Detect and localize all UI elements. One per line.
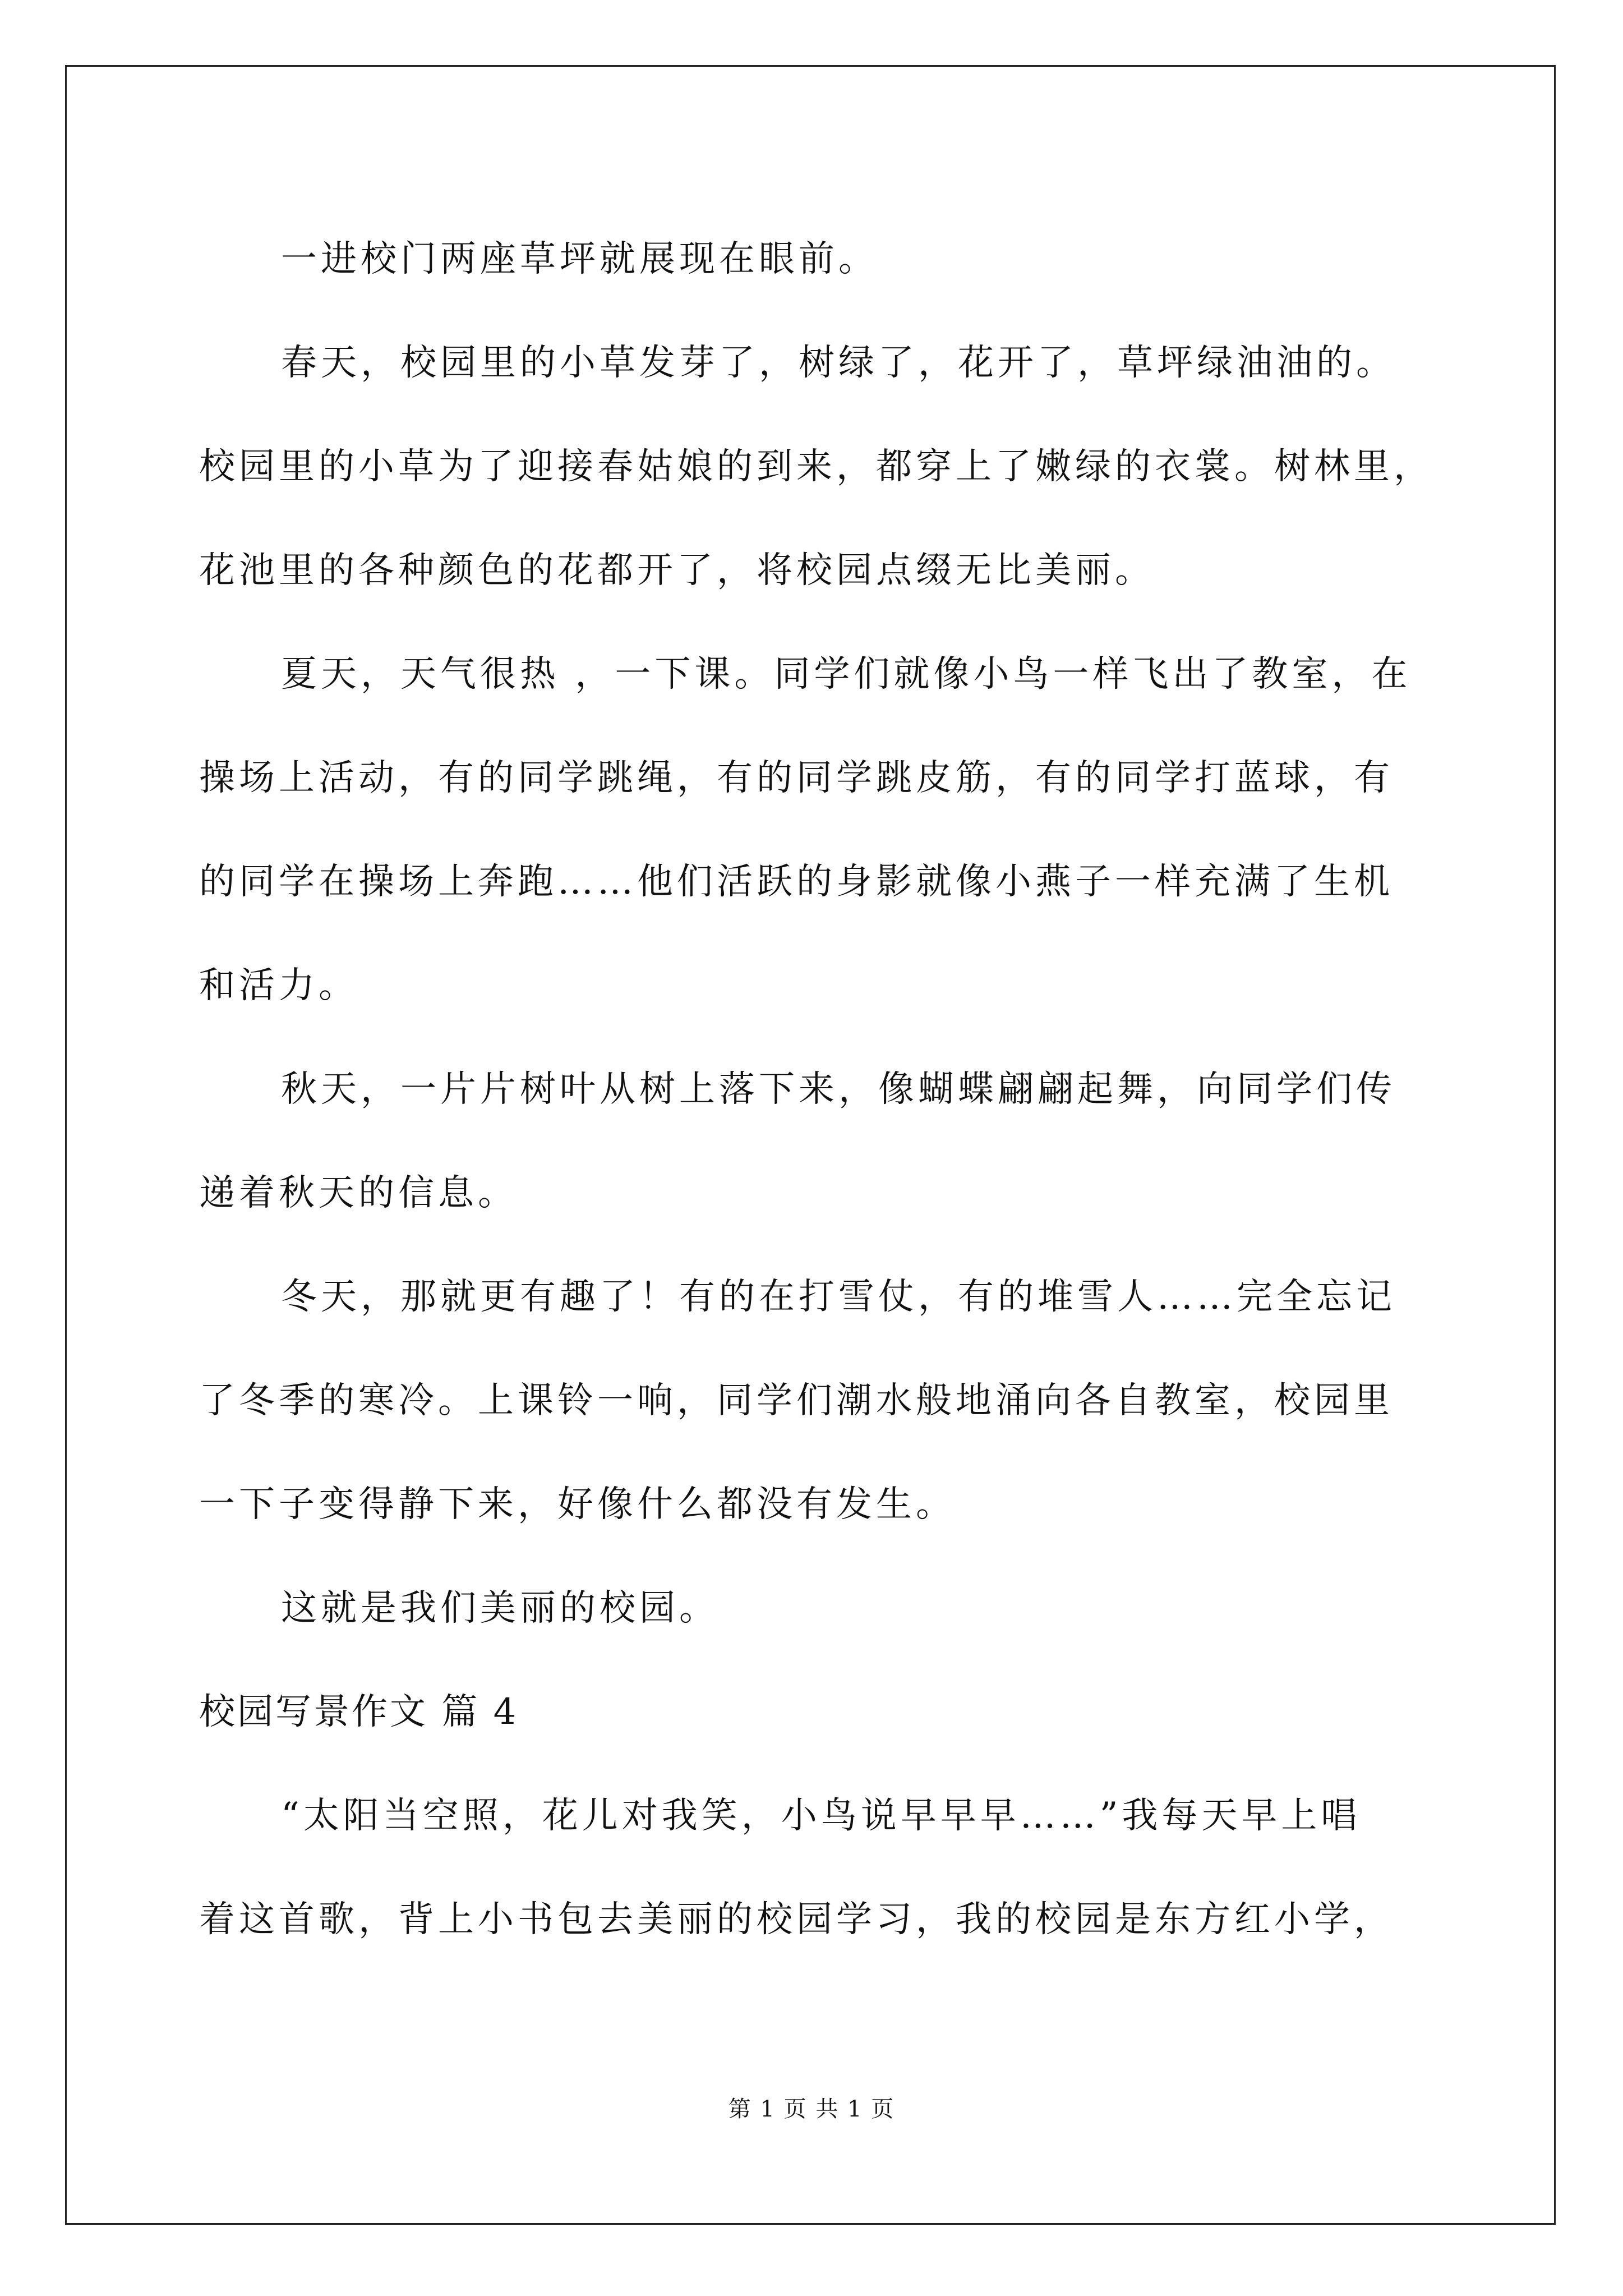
text-line: 一下子变得静下来，好像什么都没有发生。 [199, 1484, 956, 1525]
text-line: 夏天，天气很热 ，一下课。同学们就像小鸟一样飞出了教室，在 [281, 654, 1412, 695]
text-line: 花池里的各种颜色的花都开了，将校园点缀无比美丽。 [199, 550, 1155, 591]
text-line: 的同学在操场上奔跑……他们活跃的身影就像小燕子一样充满了生机 [199, 861, 1394, 903]
text-line: 校园里的小草为了迎接春姑娘的到来，都穿上了嫩绿的衣裳。树林里， [199, 446, 1433, 487]
text-line: 递着秋天的信息。 [199, 1172, 518, 1214]
text-line: 冬天，那就更有趣了！有的在打雪仗，有的堆雪人……完全忘记 [281, 1276, 1396, 1318]
document-body [199, 208, 1433, 1972]
text-line: 这就是我们美丽的校园。 [281, 1588, 719, 1629]
text-line: 和活力。 [199, 965, 358, 1006]
page-footer: 第 1 页 共 1 页 [728, 2096, 895, 2122]
text-line: 春天，校园里的小草发芽了，树绿了，花开了，草坪绿油油的。 [281, 342, 1396, 384]
text-line: 着这首歌，背上小书包去美丽的校园学习，我的校园是东方红小学， [199, 1899, 1394, 1940]
text-line: “太阳当空照，花儿对我笑，小鸟说早早早……”我每天早上唱 [281, 1795, 1361, 1837]
text-line: 一进校门两座草坪就展现在眼前。 [281, 238, 878, 280]
text-line: 秋天，一片片树叶从树上落下来，像蝴蝶翩翩起舞，向同学们传 [281, 1069, 1396, 1110]
section-title: 校园写景作文 篇 4 [199, 1691, 519, 1733]
text-line: 了冬季的寒冷。上课铃一响，同学们潮水般地涌向各自教室，校园里 [199, 1380, 1394, 1421]
text-line: 操场上活动，有的同学跳绳，有的同学跳皮筋，有的同学打蓝球，有 [199, 757, 1394, 799]
